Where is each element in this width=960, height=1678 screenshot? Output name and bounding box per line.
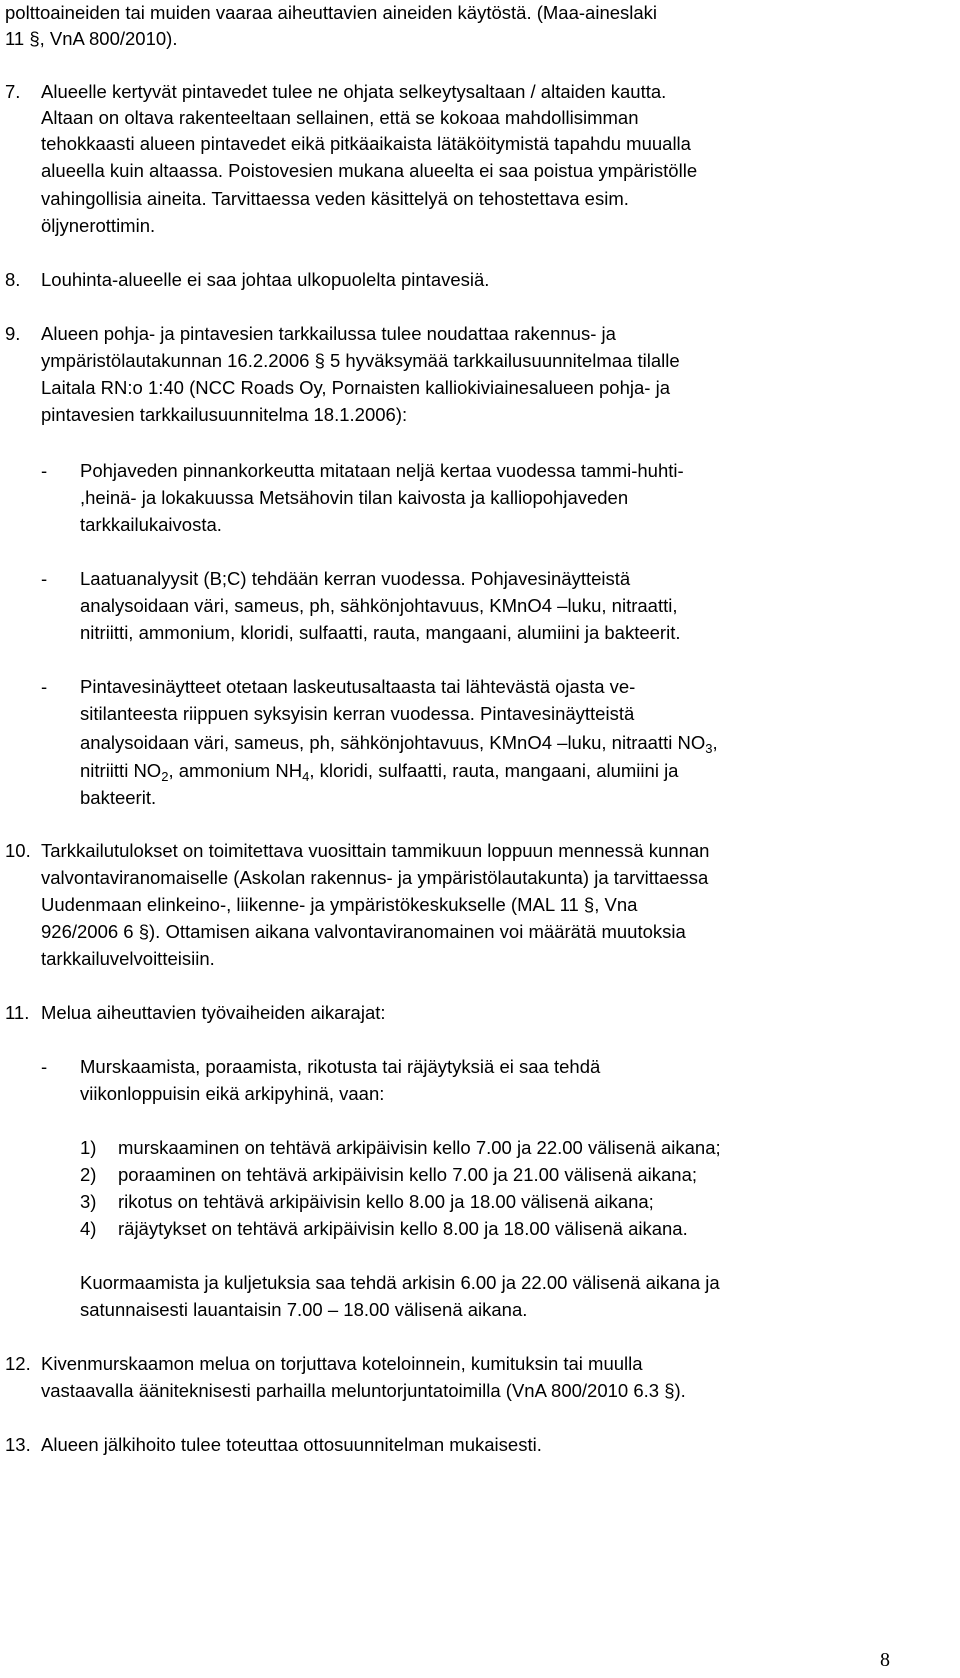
- item-number-9: 9.: [5, 323, 21, 344]
- paragraph-7-line: Altaan on oltava rakenteeltaan sellainen, että se kokoaa mahdollisimman: [41, 107, 639, 128]
- note-line: Kuormaamista ja kuljetuksia saa tehdä arkisin 6.00 ja 22.00 välisenä aikana ja: [80, 1272, 720, 1293]
- numbered-item-text: rikotus on tehtävä arkipäivisin kello 8.00 ja 18.00 välisenä aikana;: [118, 1191, 654, 1212]
- bullet-line: viikonloppuisin eikä arkipyhinä, vaan:: [80, 1083, 385, 1104]
- numbered-item-number: 4): [80, 1218, 97, 1239]
- bullet-dash: -: [41, 676, 48, 697]
- numbered-item-number: 3): [80, 1191, 97, 1212]
- bullet-line: Laatuanalyysit (B;C) tehdään kerran vuodessa. Pohjavesinäytteistä: [80, 568, 631, 589]
- item-number-10: 10.: [5, 840, 31, 861]
- numbered-item-number: 1): [80, 1137, 97, 1158]
- bullet-dash: -: [41, 460, 48, 481]
- page-number: 8: [880, 1649, 890, 1671]
- item-number-11: 11.: [5, 1002, 30, 1023]
- item-number-8: 8.: [5, 269, 21, 290]
- paragraph-6-line: polttoaineiden tai muiden vaaraa aiheuttavien aineiden käytöstä. (Maa-aineslaki: [5, 2, 658, 23]
- paragraph-8-line: Louhinta-alueelle ei saa johtaa ulkopuolelta pintavesiä.: [41, 269, 490, 290]
- bullet-line: Pohjaveden pinnankorkeutta mitataan neljä kertaa vuodessa tammi-huhti-: [80, 460, 684, 481]
- paragraph-11-line: Melua aiheuttavien työvaiheiden aikarajat:: [41, 1002, 386, 1023]
- paragraph-10-line: 926/2006 6 §). Ottamisen aikana valvontaviranomainen voi määrätä muutoksia: [41, 921, 686, 942]
- bullet-line: Pintavesinäytteet otetaan laskeutusaltaasta tai lähtevästä ojasta ve-: [80, 676, 636, 697]
- paragraph-9-line: pintavesien tarkkailusuunnitelma 18.1.2006):: [41, 404, 408, 425]
- item-number-12: 12.: [5, 1353, 31, 1374]
- bullet-line: sitilanteesta riippuen syksyisin kerran vuodessa. Pintavesinäytteistä: [80, 703, 635, 724]
- paragraph-13-line: Alueen jälkihoito tulee toteuttaa ottosuunnitelman mukaisesti.: [41, 1434, 542, 1455]
- bullet-line: nitriitti $NO_2$, ammonium $NH_4$, kloridi, sulfaatti, rauta, mangaani, alumiini ja: [80, 760, 679, 784]
- paragraph-9-line: Alueen pohja- ja pintavesien tarkkailussa tulee noudattaa rakennus- ja: [41, 323, 616, 344]
- bullet-dash: -: [41, 1056, 48, 1077]
- paragraph-12-line: vastaavalla ääniteknisesti parhailla meluntorjuntatoimilla (VnA 800/2010 6.3 §).: [41, 1380, 686, 1401]
- bullet-line: analysoidaan väri, sameus, ph, sähkönjohtavuus, KMnO4 –luku, nitraatti $NO_3$,: [80, 732, 718, 756]
- bullet-line: tarkkailukaivosta.: [80, 514, 222, 535]
- numbered-item-number: 2): [80, 1164, 97, 1185]
- paragraph-7-line: alueella kuin altaassa. Poistovesien mukana alueelta ei saa poistua ympäristölle: [41, 160, 698, 181]
- bullet-line: analysoidaan väri, sameus, ph, sähkönjohtavuus, KMnO4 –luku, nitraatti,: [80, 595, 678, 616]
- paragraph-7-line: Alueelle kertyvät pintavedet tulee ne ohjata selkeytysaltaan / altaiden kautta.: [41, 81, 667, 102]
- numbered-item-text: murskaaminen on tehtävä arkipäivisin kello 7.00 ja 22.00 välisenä aikana;: [118, 1137, 721, 1158]
- bullet-line: Murskaamista, poraamista, rikotusta tai räjäytyksiä ei saa tehdä: [80, 1056, 601, 1077]
- paragraph-7-line: vahingollisia aineita. Tarvittaessa veden käsittelyä on tehostettava esim.: [41, 188, 629, 209]
- paragraph-10-line: Tarkkailutulokset on toimitettava vuosittain tammikuun loppuun mennessä kunnan: [41, 840, 710, 861]
- paragraph-9-line: Laitala RN:o 1:40 (NCC Roads Oy, Pornaisten kalliokiviainesalueen pohja- ja: [41, 377, 670, 398]
- paragraph-10-line: valvontaviranomaiselle (Askolan rakennus- ja ympäristölautakunta) ja tarvittaessa: [41, 867, 709, 888]
- numbered-item-text: poraaminen on tehtävä arkipäivisin kello 7.00 ja 21.00 välisenä aikana;: [118, 1164, 698, 1185]
- note-line: satunnaisesti lauantaisin 7.00 – 18.00 välisenä aikana.: [80, 1299, 528, 1320]
- paragraph-10-line: tarkkailuvelvoitteisiin.: [41, 948, 215, 969]
- bullet-line: bakteerit.: [80, 787, 157, 808]
- paragraph-7-line: tehokkaasti alueen pintavedet eikä pitkäaikaista lätäköitymistä tapahdu muualla: [41, 133, 691, 154]
- bullet-line: nitriitti, ammonium, kloridi, sulfaatti, rauta, mangaani, alumiini ja bakteerit.: [80, 622, 681, 643]
- paragraph-12-line: Kivenmurskaamon melua on torjuttava koteloinnein, kumituksin tai muulla: [41, 1353, 643, 1374]
- bullet-dash: -: [41, 568, 48, 589]
- item-number-13: 13.: [5, 1434, 31, 1455]
- numbered-item-text: räjäytykset on tehtävä arkipäivisin kello 8.00 ja 18.00 välisenä aikana.: [118, 1218, 688, 1239]
- bullet-line: ,heinä- ja lokakuussa Metsähovin tilan kaivosta ja kalliopohjaveden: [80, 487, 629, 508]
- paragraph-7-line: öljynerottimin.: [41, 215, 156, 236]
- paragraph-6-line: 11 §, VnA 800/2010).: [5, 28, 178, 49]
- paragraph-9-line: ympäristölautakunnan 16.2.2006 § 5 hyväksymää tarkkailusuunnitelmaa tilalle: [41, 350, 680, 371]
- paragraph-10-line: Uudenmaan elinkeino-, liikenne- ja ympäristökeskukselle (MAL 11 §, Vna: [41, 894, 638, 915]
- item-number-7: 7.: [5, 81, 21, 102]
